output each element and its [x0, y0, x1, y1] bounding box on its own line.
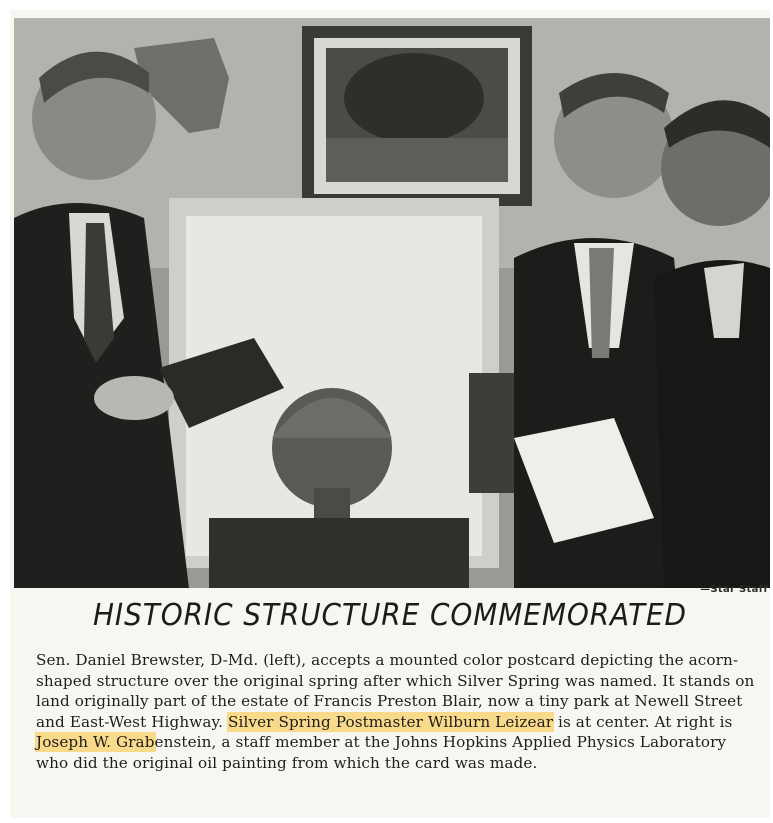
- caption-highlighted-text: Silver Spring Postmaster Wilburn Leizear: [228, 712, 554, 731]
- caption-text-part2: is at center. At right is: [553, 712, 733, 731]
- newspaper-clipping: [10, 10, 770, 818]
- caption-highlighted-text-2: Joseph W. Grab: [36, 733, 155, 752]
- headline: HISTORIC STRUCTURE COMMEMORATED: [93, 598, 687, 633]
- caption-text-part3: enstein, a staff member at the Johns Hopkins Applied Physics Laboratory who did the original oil painting from which the card was made.: [36, 733, 727, 772]
- photo-caption: [36, 650, 758, 774]
- caption-text-part1: Sen. Daniel Brewster, D-Md. (left), accepts a mounted color postcard depicting the acorn-shaped structure over the original spring after which Silver Spring was named. It stands on land originally part of the estate of Francis Preston Blair, now a tiny park at Newell Street and East-West Highway.: [36, 651, 755, 731]
- news-photo: [14, 18, 770, 588]
- photo-credit: —Star Staff: [700, 584, 768, 595]
- photo-illustration: [14, 18, 770, 588]
